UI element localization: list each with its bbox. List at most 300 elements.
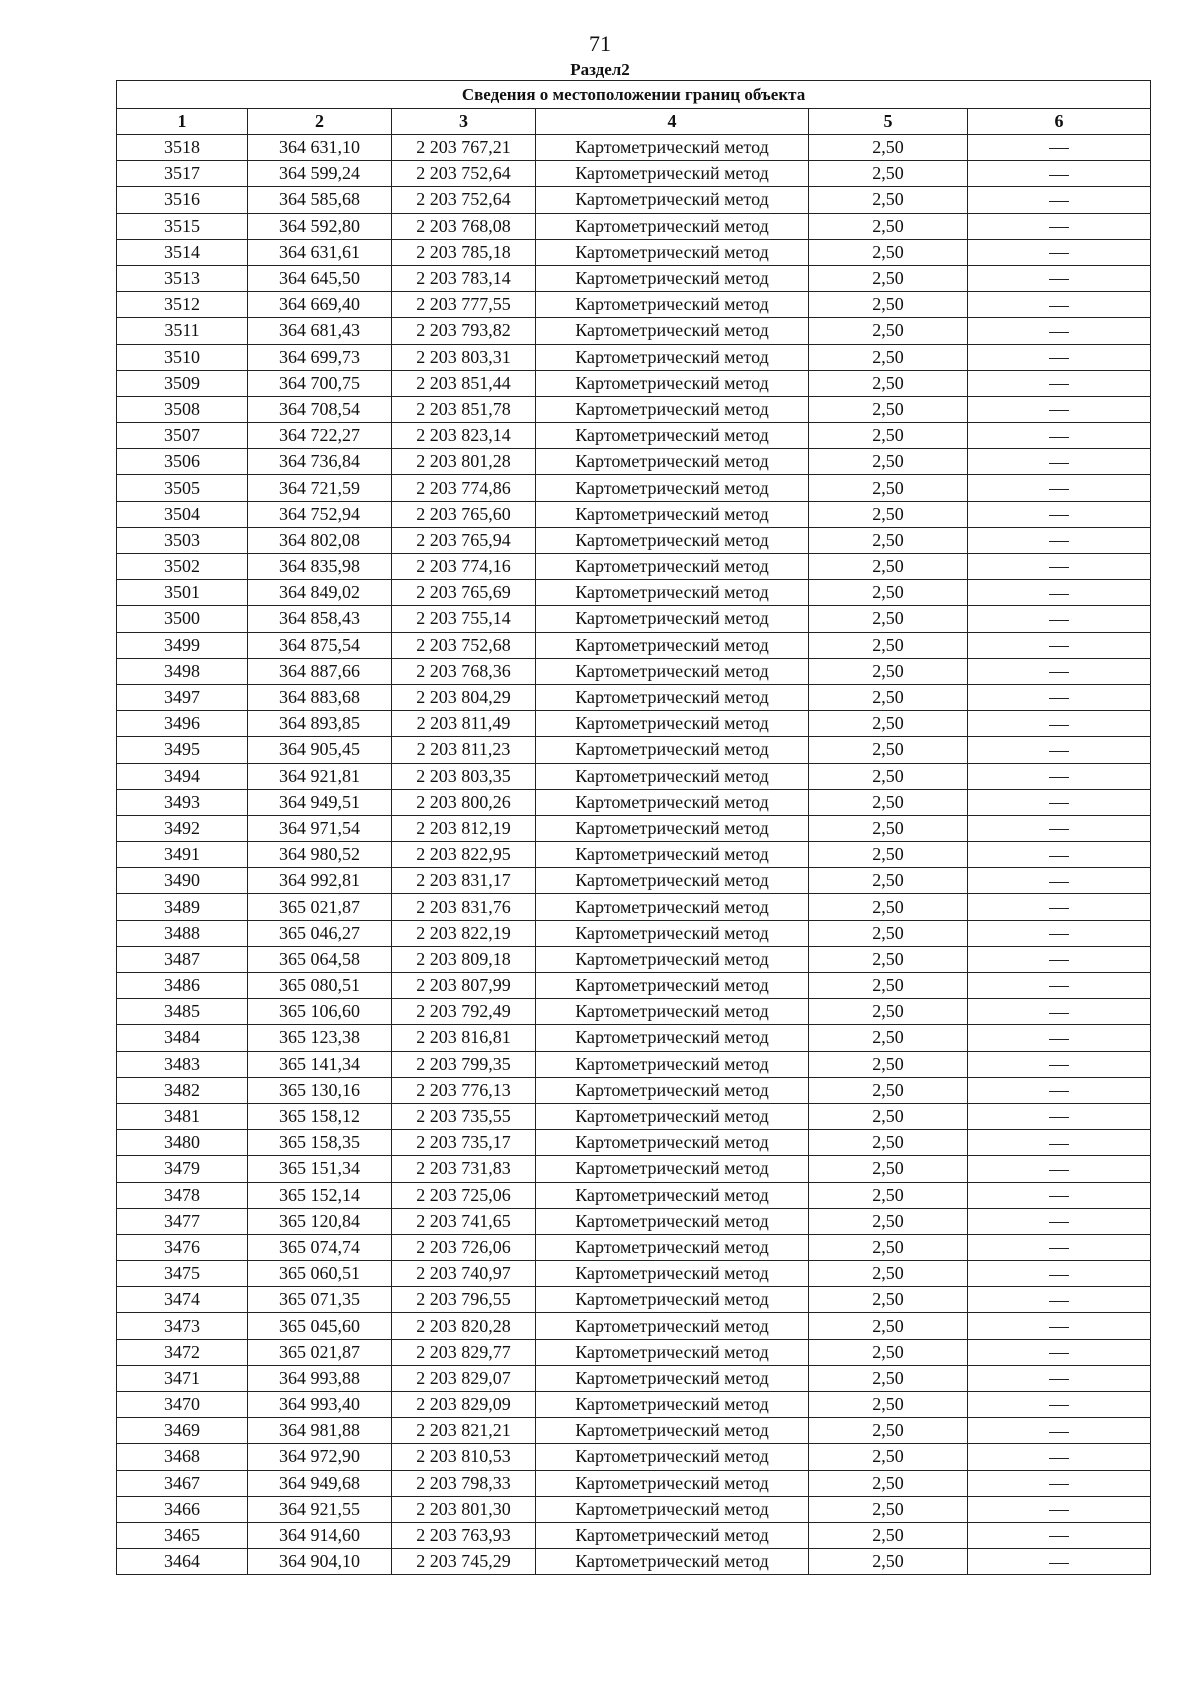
accuracy-cell: 2,50 <box>809 1522 968 1548</box>
accuracy-cell: 2,50 <box>809 763 968 789</box>
point-number-cell: 3518 <box>117 135 248 161</box>
method-cell: Картометрический метод <box>536 370 809 396</box>
note-cell <box>968 265 1151 291</box>
dash-mark <box>1049 567 1069 568</box>
method-cell: Картометрический метод <box>536 449 809 475</box>
dash-mark <box>1049 489 1069 490</box>
dash-mark <box>1049 1432 1069 1433</box>
note-cell <box>968 1392 1151 1418</box>
dash-mark <box>1049 332 1069 333</box>
y-coordinate-cell: 2 203 793,82 <box>392 318 536 344</box>
point-number-cell: 3512 <box>117 292 248 318</box>
dash-mark <box>1049 725 1069 726</box>
x-coordinate-cell: 364 721,59 <box>248 475 392 501</box>
dash-mark <box>1049 986 1069 987</box>
note-cell <box>968 894 1151 920</box>
x-coordinate-cell: 364 972,90 <box>248 1444 392 1470</box>
y-coordinate-cell: 2 203 812,19 <box>392 815 536 841</box>
note-cell <box>968 973 1151 999</box>
y-coordinate-cell: 2 203 763,93 <box>392 1522 536 1548</box>
method-cell: Картометрический метод <box>536 1522 809 1548</box>
note-cell <box>968 213 1151 239</box>
x-coordinate-cell: 365 021,87 <box>248 1339 392 1365</box>
y-coordinate-cell: 2 203 803,31 <box>392 344 536 370</box>
dash-mark <box>1049 698 1069 699</box>
note-cell <box>968 1077 1151 1103</box>
note-cell <box>968 554 1151 580</box>
y-coordinate-cell: 2 203 831,17 <box>392 868 536 894</box>
point-number-cell: 3472 <box>117 1339 248 1365</box>
note-cell <box>968 292 1151 318</box>
x-coordinate-cell: 364 883,68 <box>248 684 392 710</box>
note-cell <box>968 789 1151 815</box>
table-row <box>117 1313 1151 1339</box>
note-cell <box>968 1313 1151 1339</box>
y-coordinate-cell: 2 203 816,81 <box>392 1025 536 1051</box>
dash-mark <box>1049 1222 1069 1223</box>
table-row <box>117 1470 1151 1496</box>
point-number-cell: 3495 <box>117 737 248 763</box>
point-number-cell: 3470 <box>117 1392 248 1418</box>
method-cell: Картометрический метод <box>536 1208 809 1234</box>
x-coordinate-cell: 364 699,73 <box>248 344 392 370</box>
accuracy-cell: 2,50 <box>809 1418 968 1444</box>
dash-mark <box>1049 1065 1069 1066</box>
accuracy-cell: 2,50 <box>809 1156 968 1182</box>
y-coordinate-cell: 2 203 822,19 <box>392 920 536 946</box>
accuracy-cell: 2,50 <box>809 1051 968 1077</box>
note-cell <box>968 999 1151 1025</box>
dash-mark <box>1049 960 1069 961</box>
accuracy-cell: 2,50 <box>809 265 968 291</box>
point-number-cell: 3506 <box>117 449 248 475</box>
table-row <box>117 449 1151 475</box>
point-number-cell: 3475 <box>117 1261 248 1287</box>
method-cell: Картометрический метод <box>536 999 809 1025</box>
method-cell: Картометрический метод <box>536 1261 809 1287</box>
column-number: 4 <box>536 109 809 135</box>
method-cell: Картометрический метод <box>536 1365 809 1391</box>
table-row <box>117 1182 1151 1208</box>
accuracy-cell: 2,50 <box>809 842 968 868</box>
point-number-cell: 3488 <box>117 920 248 946</box>
dash-mark <box>1049 672 1069 673</box>
method-cell: Картометрический метод <box>536 580 809 606</box>
table-row <box>117 396 1151 422</box>
x-coordinate-cell: 364 914,60 <box>248 1522 392 1548</box>
note-cell <box>968 396 1151 422</box>
x-coordinate-cell: 365 151,34 <box>248 1156 392 1182</box>
table-row <box>117 789 1151 815</box>
y-coordinate-cell: 2 203 801,30 <box>392 1496 536 1522</box>
x-coordinate-cell: 364 971,54 <box>248 815 392 841</box>
dash-mark <box>1049 1117 1069 1118</box>
y-coordinate-cell: 2 203 798,33 <box>392 1470 536 1496</box>
table-row <box>117 1077 1151 1103</box>
point-number-cell: 3464 <box>117 1549 248 1575</box>
x-coordinate-cell: 365 045,60 <box>248 1313 392 1339</box>
dash-mark <box>1049 856 1069 857</box>
method-cell: Картометрический метод <box>536 632 809 658</box>
method-cell: Картометрический метод <box>536 1470 809 1496</box>
point-number-cell: 3489 <box>117 894 248 920</box>
table-row <box>117 1418 1151 1444</box>
dash-mark <box>1049 1170 1069 1171</box>
note-cell <box>968 344 1151 370</box>
table-row <box>117 973 1151 999</box>
y-coordinate-cell: 2 203 820,28 <box>392 1313 536 1339</box>
point-number-cell: 3483 <box>117 1051 248 1077</box>
point-number-cell: 3485 <box>117 999 248 1025</box>
point-number-cell: 3505 <box>117 475 248 501</box>
dash-mark <box>1049 253 1069 254</box>
y-coordinate-cell: 2 203 851,78 <box>392 396 536 422</box>
table-row <box>117 606 1151 632</box>
method-cell: Картометрический метод <box>536 239 809 265</box>
dash-mark <box>1049 1013 1069 1014</box>
method-cell: Картометрический метод <box>536 1392 809 1418</box>
point-number-cell: 3490 <box>117 868 248 894</box>
x-coordinate-cell: 365 152,14 <box>248 1182 392 1208</box>
accuracy-cell: 2,50 <box>809 396 968 422</box>
table-row <box>117 1051 1151 1077</box>
dash-mark <box>1049 1327 1069 1328</box>
accuracy-cell: 2,50 <box>809 946 968 972</box>
dash-mark <box>1049 279 1069 280</box>
dash-mark <box>1049 1144 1069 1145</box>
y-coordinate-cell: 2 203 752,64 <box>392 187 536 213</box>
accuracy-cell: 2,50 <box>809 580 968 606</box>
dash-mark <box>1049 1275 1069 1276</box>
table-row <box>117 527 1151 553</box>
note-cell <box>968 1470 1151 1496</box>
y-coordinate-cell: 2 203 800,26 <box>392 789 536 815</box>
point-number-cell: 3491 <box>117 842 248 868</box>
method-cell: Картометрический метод <box>536 684 809 710</box>
accuracy-cell: 2,50 <box>809 1470 968 1496</box>
dash-mark <box>1049 358 1069 359</box>
table-row <box>117 658 1151 684</box>
accuracy-cell: 2,50 <box>809 423 968 449</box>
table-row <box>117 815 1151 841</box>
note-cell <box>968 1522 1151 1548</box>
accuracy-cell: 2,50 <box>809 239 968 265</box>
point-number-cell: 3479 <box>117 1156 248 1182</box>
x-coordinate-cell: 364 921,55 <box>248 1496 392 1522</box>
dash-mark <box>1049 175 1069 176</box>
table-row <box>117 370 1151 396</box>
table-row <box>117 135 1151 161</box>
y-coordinate-cell: 2 203 851,44 <box>392 370 536 396</box>
accuracy-cell: 2,50 <box>809 684 968 710</box>
accuracy-cell: 2,50 <box>809 632 968 658</box>
table-row <box>117 423 1151 449</box>
x-coordinate-cell: 364 681,43 <box>248 318 392 344</box>
method-cell: Картометрический метод <box>536 737 809 763</box>
accuracy-cell: 2,50 <box>809 894 968 920</box>
x-coordinate-cell: 364 708,54 <box>248 396 392 422</box>
method-cell: Картометрический метод <box>536 344 809 370</box>
x-coordinate-cell: 364 645,50 <box>248 265 392 291</box>
note-cell <box>968 580 1151 606</box>
note-cell <box>968 527 1151 553</box>
y-coordinate-cell: 2 203 801,28 <box>392 449 536 475</box>
y-coordinate-cell: 2 203 725,06 <box>392 1182 536 1208</box>
point-number-cell: 3466 <box>117 1496 248 1522</box>
point-number-cell: 3487 <box>117 946 248 972</box>
dash-mark <box>1049 201 1069 202</box>
y-coordinate-cell: 2 203 810,53 <box>392 1444 536 1470</box>
dash-mark <box>1049 1510 1069 1511</box>
table-row <box>117 711 1151 737</box>
method-cell: Картометрический метод <box>536 292 809 318</box>
point-number-cell: 3497 <box>117 684 248 710</box>
note-cell <box>968 868 1151 894</box>
dash-mark <box>1049 882 1069 883</box>
method-cell: Картометрический метод <box>536 187 809 213</box>
table-row <box>117 187 1151 213</box>
point-number-cell: 3465 <box>117 1522 248 1548</box>
x-coordinate-cell: 364 669,40 <box>248 292 392 318</box>
method-cell: Картометрический метод <box>536 1025 809 1051</box>
x-coordinate-cell: 364 980,52 <box>248 842 392 868</box>
dash-mark <box>1049 410 1069 411</box>
method-cell: Картометрический метод <box>536 1130 809 1156</box>
table-row <box>117 920 1151 946</box>
point-number-cell: 3494 <box>117 763 248 789</box>
x-coordinate-cell: 364 585,68 <box>248 187 392 213</box>
note-cell <box>968 1156 1151 1182</box>
dash-mark <box>1049 463 1069 464</box>
accuracy-cell: 2,50 <box>809 737 968 763</box>
accuracy-cell: 2,50 <box>809 973 968 999</box>
accuracy-cell: 2,50 <box>809 1234 968 1260</box>
table-row <box>117 239 1151 265</box>
note-cell <box>968 1339 1151 1365</box>
point-number-cell: 3502 <box>117 554 248 580</box>
method-cell: Картометрический метод <box>536 973 809 999</box>
y-coordinate-cell: 2 203 803,35 <box>392 763 536 789</box>
point-number-cell: 3492 <box>117 815 248 841</box>
note-cell <box>968 187 1151 213</box>
point-number-cell: 3468 <box>117 1444 248 1470</box>
point-number-cell: 3516 <box>117 187 248 213</box>
accuracy-cell: 2,50 <box>809 789 968 815</box>
point-number-cell: 3517 <box>117 161 248 187</box>
accuracy-cell: 2,50 <box>809 1287 968 1313</box>
note-cell <box>968 1182 1151 1208</box>
method-cell: Картометрический метод <box>536 1549 809 1575</box>
table-row <box>117 1103 1151 1129</box>
table-row <box>117 161 1151 187</box>
table-row <box>117 946 1151 972</box>
point-number-cell: 3476 <box>117 1234 248 1260</box>
y-coordinate-cell: 2 203 740,97 <box>392 1261 536 1287</box>
accuracy-cell: 2,50 <box>809 135 968 161</box>
point-number-cell: 3477 <box>117 1208 248 1234</box>
method-cell: Картометрический метод <box>536 1182 809 1208</box>
accuracy-cell: 2,50 <box>809 1496 968 1522</box>
accuracy-cell: 2,50 <box>809 318 968 344</box>
method-cell: Картометрический метод <box>536 1103 809 1129</box>
table-row <box>117 1025 1151 1051</box>
x-coordinate-cell: 364 736,84 <box>248 449 392 475</box>
accuracy-cell: 2,50 <box>809 1339 968 1365</box>
point-number-cell: 3501 <box>117 580 248 606</box>
note-cell <box>968 1549 1151 1575</box>
dash-mark <box>1049 1405 1069 1406</box>
note-cell <box>968 763 1151 789</box>
x-coordinate-cell: 365 158,35 <box>248 1130 392 1156</box>
point-number-cell: 3480 <box>117 1130 248 1156</box>
note-cell <box>968 1365 1151 1391</box>
point-number-cell: 3509 <box>117 370 248 396</box>
table-row <box>117 684 1151 710</box>
method-cell: Картометрический метод <box>536 842 809 868</box>
table-row <box>117 501 1151 527</box>
point-number-cell: 3469 <box>117 1418 248 1444</box>
accuracy-cell: 2,50 <box>809 1365 968 1391</box>
note-cell <box>968 501 1151 527</box>
accuracy-cell: 2,50 <box>809 1313 968 1339</box>
x-coordinate-cell: 365 060,51 <box>248 1261 392 1287</box>
column-number: 3 <box>392 109 536 135</box>
table-caption-row <box>117 81 1151 109</box>
accuracy-cell: 2,50 <box>809 449 968 475</box>
dash-mark <box>1049 594 1069 595</box>
table-row <box>117 1549 1151 1575</box>
x-coordinate-cell: 364 849,02 <box>248 580 392 606</box>
x-coordinate-cell: 364 949,68 <box>248 1470 392 1496</box>
method-cell: Картометрический метод <box>536 1077 809 1103</box>
accuracy-cell: 2,50 <box>809 1025 968 1051</box>
method-cell: Картометрический метод <box>536 1287 809 1313</box>
accuracy-cell: 2,50 <box>809 1208 968 1234</box>
column-number: 1 <box>117 109 248 135</box>
coordinates-table <box>116 80 1151 1575</box>
x-coordinate-cell: 364 905,45 <box>248 737 392 763</box>
point-number-cell: 3482 <box>117 1077 248 1103</box>
method-cell: Картометрический метод <box>536 946 809 972</box>
point-number-cell: 3496 <box>117 711 248 737</box>
accuracy-cell: 2,50 <box>809 344 968 370</box>
note-cell <box>968 135 1151 161</box>
accuracy-cell: 2,50 <box>809 1444 968 1470</box>
y-coordinate-cell: 2 203 821,21 <box>392 1418 536 1444</box>
column-number-row <box>117 109 1151 135</box>
y-coordinate-cell: 2 203 783,14 <box>392 265 536 291</box>
accuracy-cell: 2,50 <box>809 920 968 946</box>
accuracy-cell: 2,50 <box>809 606 968 632</box>
table-row <box>117 1496 1151 1522</box>
y-coordinate-cell: 2 203 741,65 <box>392 1208 536 1234</box>
accuracy-cell: 2,50 <box>809 1130 968 1156</box>
point-number-cell: 3474 <box>117 1287 248 1313</box>
dash-mark <box>1049 934 1069 935</box>
x-coordinate-cell: 364 722,27 <box>248 423 392 449</box>
note-cell <box>968 737 1151 763</box>
accuracy-cell: 2,50 <box>809 1392 968 1418</box>
y-coordinate-cell: 2 203 726,06 <box>392 1234 536 1260</box>
point-number-cell: 3508 <box>117 396 248 422</box>
y-coordinate-cell: 2 203 765,69 <box>392 580 536 606</box>
table-row <box>117 213 1151 239</box>
table-row <box>117 1392 1151 1418</box>
y-coordinate-cell: 2 203 829,09 <box>392 1392 536 1418</box>
point-number-cell: 3511 <box>117 318 248 344</box>
method-cell: Картометрический метод <box>536 1496 809 1522</box>
accuracy-cell: 2,50 <box>809 815 968 841</box>
y-coordinate-cell: 2 203 735,55 <box>392 1103 536 1129</box>
point-number-cell: 3493 <box>117 789 248 815</box>
accuracy-cell: 2,50 <box>809 213 968 239</box>
x-coordinate-cell: 365 074,74 <box>248 1234 392 1260</box>
method-cell: Картометрический метод <box>536 789 809 815</box>
dash-mark <box>1049 1458 1069 1459</box>
note-cell <box>968 658 1151 684</box>
accuracy-cell: 2,50 <box>809 187 968 213</box>
table-row <box>117 1156 1151 1182</box>
x-coordinate-cell: 364 887,66 <box>248 658 392 684</box>
table-row <box>117 842 1151 868</box>
note-cell <box>968 842 1151 868</box>
dash-mark <box>1049 1091 1069 1092</box>
method-cell: Картометрический метод <box>536 161 809 187</box>
accuracy-cell: 2,50 <box>809 1549 968 1575</box>
note-cell <box>968 1025 1151 1051</box>
dash-mark <box>1049 829 1069 830</box>
note-cell <box>968 1261 1151 1287</box>
note-cell <box>968 1208 1151 1234</box>
dash-mark <box>1049 1379 1069 1380</box>
method-cell: Картометрический метод <box>536 1313 809 1339</box>
accuracy-cell: 2,50 <box>809 501 968 527</box>
method-cell: Картометрический метод <box>536 1418 809 1444</box>
dash-mark <box>1049 1484 1069 1485</box>
table-row <box>117 1444 1151 1470</box>
y-coordinate-cell: 2 203 776,13 <box>392 1077 536 1103</box>
dash-mark <box>1049 1196 1069 1197</box>
y-coordinate-cell: 2 203 804,29 <box>392 684 536 710</box>
x-coordinate-cell: 364 631,61 <box>248 239 392 265</box>
table-row <box>117 475 1151 501</box>
x-coordinate-cell: 365 123,38 <box>248 1025 392 1051</box>
dash-mark <box>1049 1353 1069 1354</box>
dash-mark <box>1049 751 1069 752</box>
x-coordinate-cell: 364 992,81 <box>248 868 392 894</box>
note-cell <box>968 423 1151 449</box>
y-coordinate-cell: 2 203 752,64 <box>392 161 536 187</box>
y-coordinate-cell: 2 203 829,77 <box>392 1339 536 1365</box>
note-cell <box>968 606 1151 632</box>
table-row <box>117 1208 1151 1234</box>
point-number-cell: 3515 <box>117 213 248 239</box>
x-coordinate-cell: 364 599,24 <box>248 161 392 187</box>
dash-mark <box>1049 646 1069 647</box>
accuracy-cell: 2,50 <box>809 475 968 501</box>
note-cell <box>968 449 1151 475</box>
table-row <box>117 344 1151 370</box>
point-number-cell: 3481 <box>117 1103 248 1129</box>
table-row <box>117 868 1151 894</box>
note-cell <box>968 1051 1151 1077</box>
method-cell: Картометрический метод <box>536 711 809 737</box>
method-cell: Картометрический метод <box>536 554 809 580</box>
point-number-cell: 3499 <box>117 632 248 658</box>
y-coordinate-cell: 2 203 765,94 <box>392 527 536 553</box>
table-row <box>117 318 1151 344</box>
y-coordinate-cell: 2 203 768,08 <box>392 213 536 239</box>
